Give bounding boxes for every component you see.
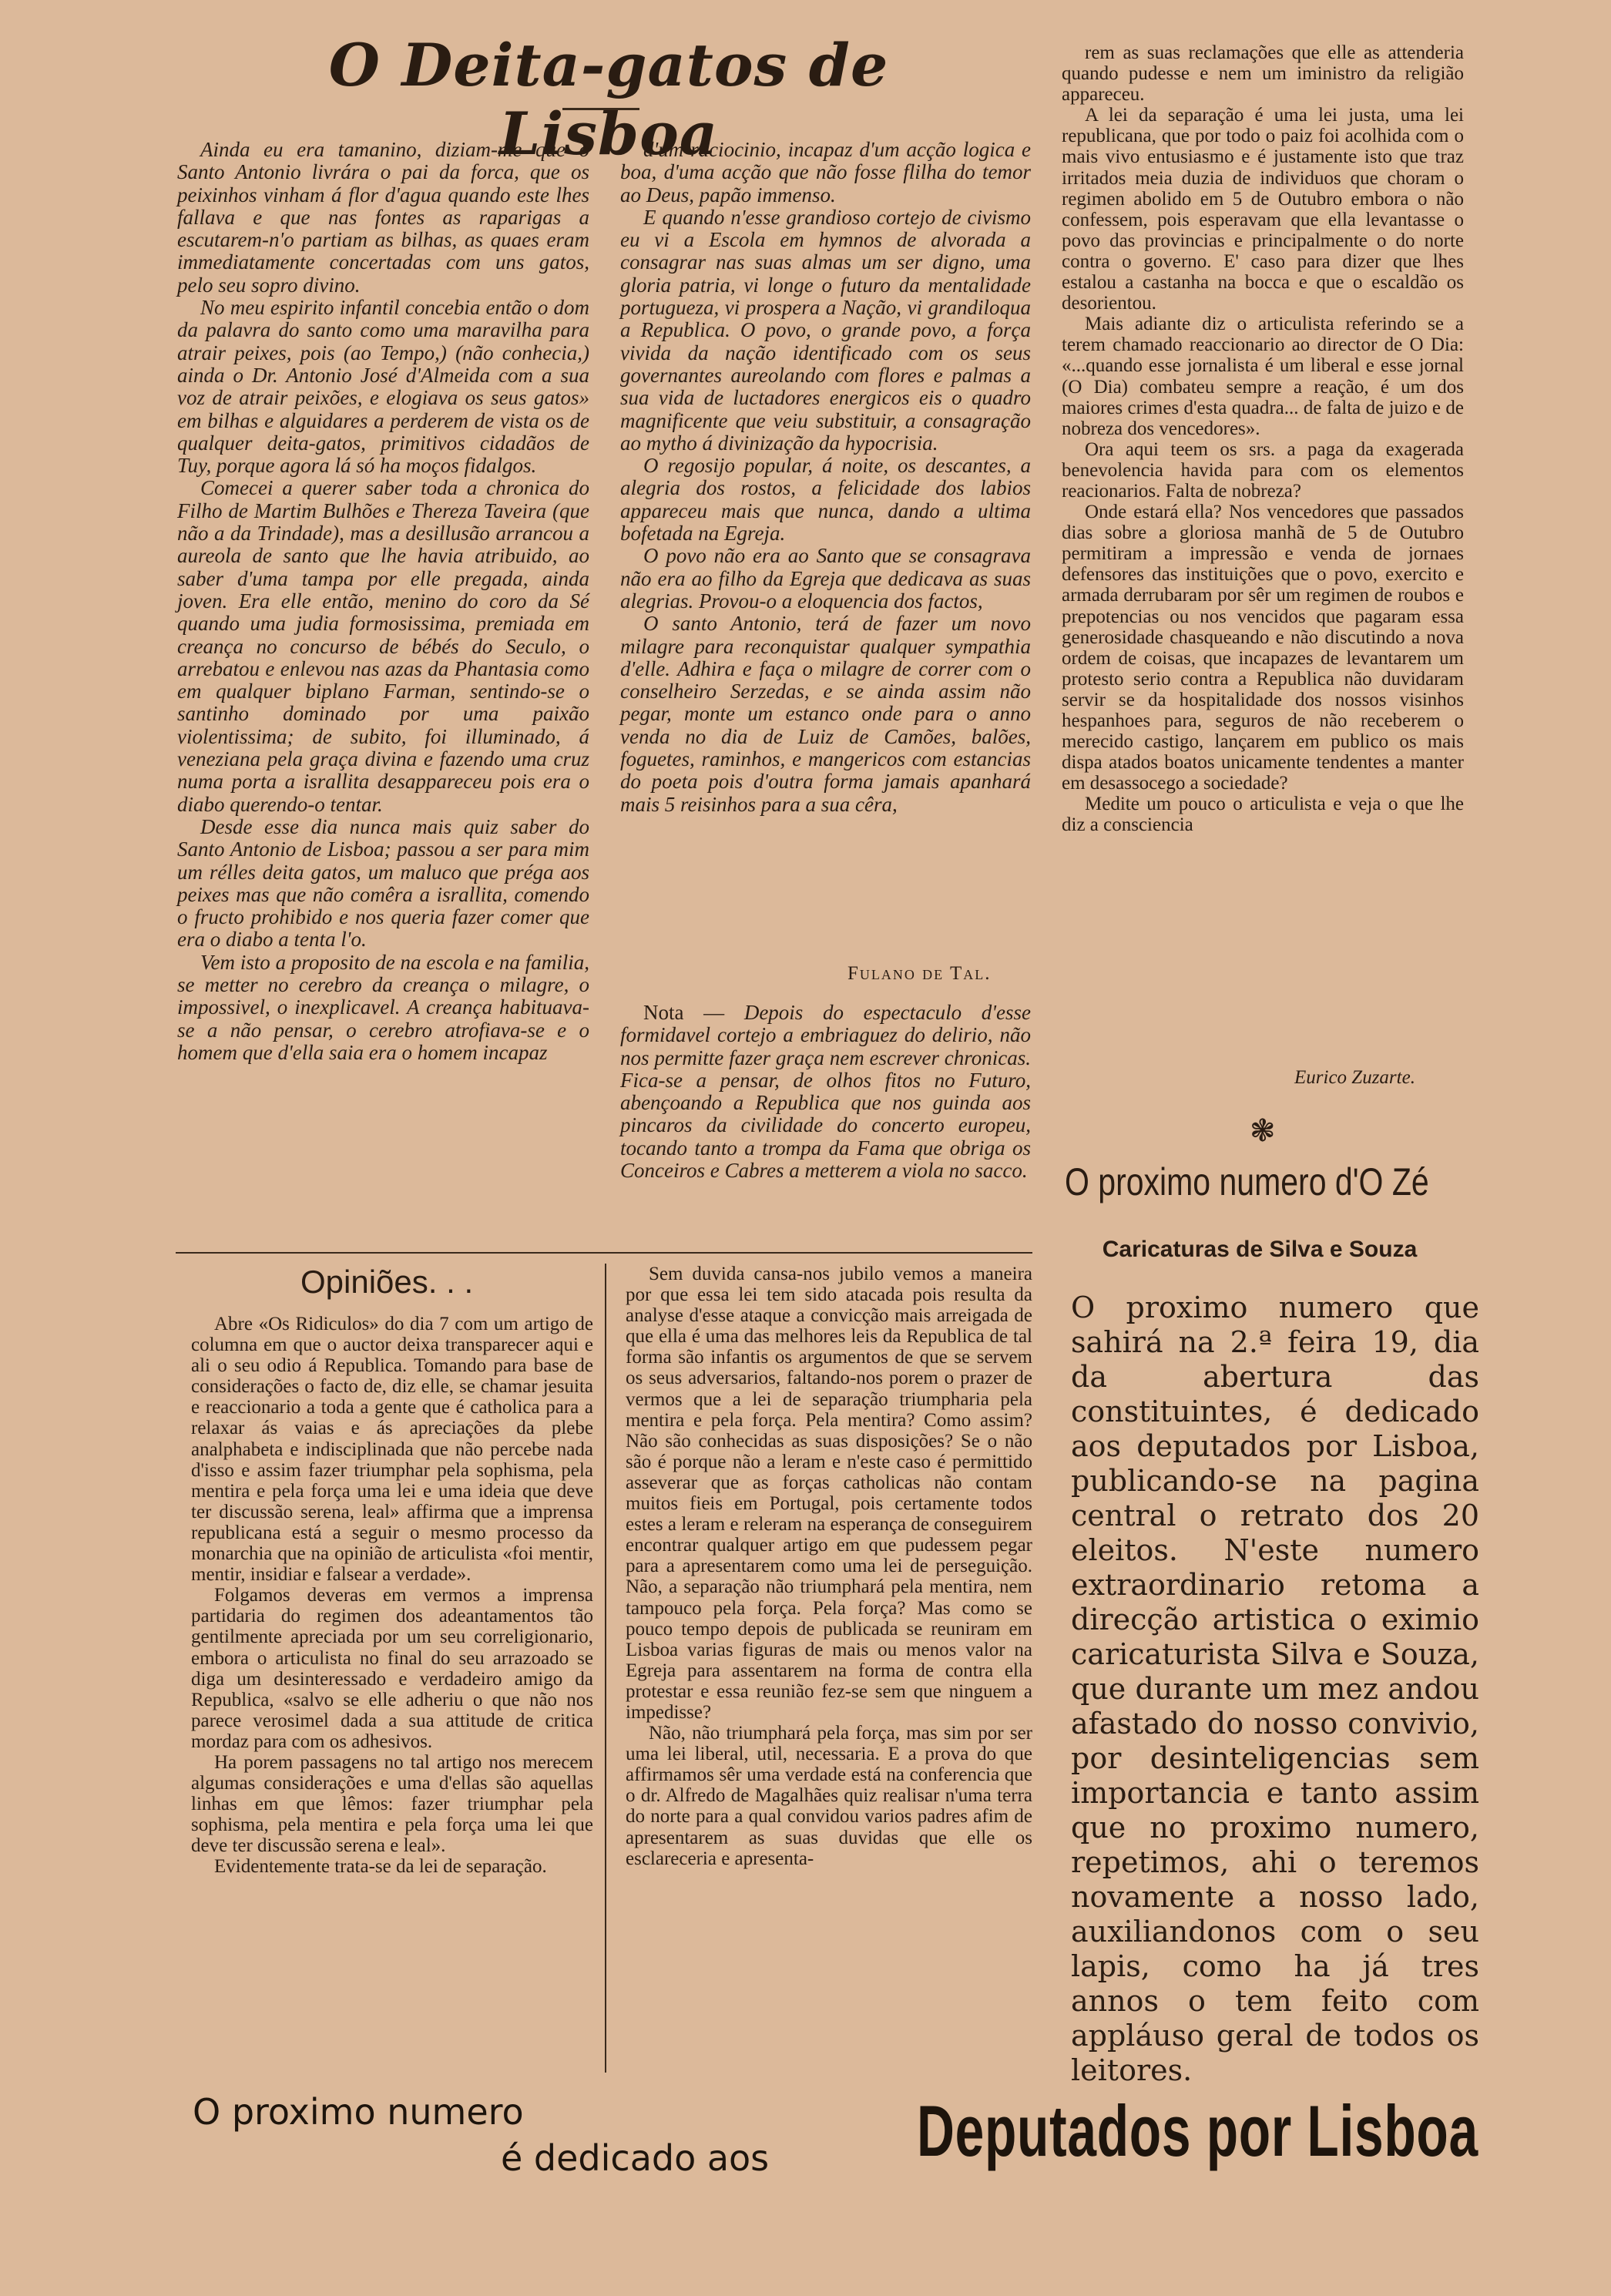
paragraph: d'um raciocinio, incapaz d'um acção logica e boa, d'uma acção que não fosse flilha do temor ao Deus, papão immenso. — [620, 138, 1031, 206]
article1-column-1 — [177, 139, 589, 1247]
article-title: O Deita-gatos de Lisboa — [328, 31, 889, 168]
footer-line-1: O proximo numero — [193, 2091, 524, 2133]
paragraph: E quando n'esse grandioso cortejo de civismo eu vi a Escola em hymnos de alvorada a consagrar nas suas almas um ser digno, uma gloria patria, vi longe o futuro da mentalidade portugueza, vi prospera a Nação, vi grandiloqua a Republica. O povo, o grande povo, a força vivida da nação identificado com os seus governantes aureolando com flores e palmas a sua vida de luctadores energicos eis o quadro magnificente que veiu substituir, a consagração ao mytho á divinização da hypocrisia. — [620, 205, 1031, 455]
article1-signature: Fulano de Tal. — [847, 963, 992, 984]
proximo-subtitle: Caricaturas de Silva e Souza — [1102, 1237, 1418, 1262]
paragraph: Onde estará ella? Nos vencedores que passados dias sobre a gloriosa manhã de 5 de Outubro permitiram a impressão e venda de jornaes defensores das instituições que o povo, exercito e armada derrubaram por sêr um regimen de roubos e prepotencias ou nos vencidos que pagaram essa generosidade chasqueando e não discutindo a nova ordem de coisas, que incapazes de levantarem um protesto serio contra a Republica não duvidaram servir se da hospitalidade dos nossos visinhos hespanhoes para, seguros de não receberem o merecido castigo, lançarem em publico os mais dispa atados boatos unicamente tendentes a manter em desassocego a sociedade? — [1062, 502, 1464, 794]
paragraph: Comecei a querer saber toda a chronica do Filho de Martim Bulhões e Thereza Taveira (que não a da Trindade), mas a desillusão arrancou a aureola de santo que lhe havia atribuido, ao saber d'uma tampa por elle pregada, ainda joven. Era elle então, menino do coro da Sé quando uma judia formosissima, premiada em creança no concurso de bébés do Seculo, o arrebatou e enlevou nas azas da Phantasia como em qualquer biplano Farman, sentindo-se o santinho dominado por uma paixão violentissima; de subito, foi illuminado, á veneziana pela graça divina e fazendo uma cruz numa porta a israllita desappareceu pois era o diabo querendo-o tentar. — [177, 476, 589, 816]
paragraph: O santo Antonio, terá de fazer um novo milagre para reconquistar qualquer sympathia d'elle. Adhira e faça o milagre de correr com o conselheiro Serzedas, e se ainda assim não pegar, monte um estanco onde para o anno venda no dia de Luiz de Camões, balões, foguetes, raminhos, e mangericos com estancias do poeta pois d'outra forma jamais apanhará mais 5 reisinhos para a sua cêra, — [620, 612, 1031, 816]
proximo-body: O proximo numero que sahirá na 2.ª feira 19, dia da abertura das constituintes, é dedicado aos deputados por Lisboa, publicando-se na pagina central o retrato dos 20 eleitos. N'este numero extraordinario retoma a direcção artistica o eximio caricaturista Silva e Souza, que durante um mez andou afastado do nosso convivio, por desinteligencias sem importancia e tanto assim que no proximo numero, repetimos, ahi o teremos novamente a nosso lado, auxiliandonos com o seu lapis, como ha já tres annos o tem feito com appláuso geral de todos os leitores. — [1071, 1291, 1479, 2087]
proximo-title: O proximo numero d'O Zé — [1065, 1160, 1429, 1203]
paragraph: rem as suas reclamações que elle as attenderia quando pudesse e nem um iministro da religião appareceu. — [1062, 42, 1464, 106]
divider-upper — [176, 1252, 1032, 1254]
paragraph: Evidentemente trata-se da lei de separação. — [214, 1856, 547, 1878]
opinioes-title: Opiniões. . . — [300, 1264, 474, 1300]
paragraph: Abre «Os Ridiculos» do dia 7 com um artigo de columna em que o auctor deixa transparecer aqui e ali o seu odio á Republica. Tomando para base de considerações o facto de, diz elle, se chamar jesuita e reaccionario a toda a gente que é catholica para a relaxar ás vaias e ás apreciações da plebe analphabeta e indisciplinada que não percebe nada d'isso e assim fazer triumphar pela sophisma, pela mentira e pela força uma lei e uma ideia que deve ter discussão serena, leal» affirma que a imprensa republicana está a seguir o mesmo processo da monarchia que na opinião de articulista «foi mentir, mentir, insidiar e falsear a verdade». — [191, 1314, 593, 1586]
opinioes-column-1 — [191, 1314, 593, 2073]
paragraph: Desde esse dia nunca mais quiz saber do Santo Antonio de Lisboa; passou a ser para mim um rélles deita gatos, um maluco que préga aos peixes mas que não comêra a israllita, comendo o fructo prohibido e nos queria fazer comer que era o diabo a tenta l'o. — [177, 814, 589, 952]
paragraph: Sem duvida cansa-nos jubilo vemos a maneira por que essa lei tem sido atacada pois resulta da analyse d'esse ataque a convicção mais arreigada de que ella é uma das melhores leis da Republica de tal forma são infantis os argumentos de que se servem os seus adversarios, faltando-nos porem o prazer de vermos que a lei de separação triumpharia pela mentira e pela força. Pela mentira? Como assim? Não são conhecidas as suas disposições? Se o não são é porque não a leram e n'este caso é permittido asseverar que as forças catholicas não contam muitos fieis em Portugal, pois certamente todos estes a leram e releram na esperança de conseguirem encontrar qualquer artigo em que pudessem pegar para a apresentarem como uma lei de perseguição. Não, a separação não triumphará pela mentira, nem tampouco pela força. Pela força? Mas como se pouco tempo depois de publicada se reuniram em Lisboa varias figuras de mais ou menos valor na Egreja para assentarem na forma de contra ella protestar e essa reunião fez-se sem que ninguem a impedisse? — [626, 1264, 1032, 1723]
title-dash — [562, 108, 639, 110]
paragraph: Vem isto a proposito de na escola e na familia, se metter no cerebro da creança o milagre, o impossivel, o inexplicavel. A creança habituava-se a não pensar, o cerebro atrofiava-se e o homem que d'ella saia era o homem incapaz — [177, 950, 589, 1064]
paragraph: Ha porem passagens no tal artigo nos merecem algumas considerações e uma d'ellas são aquellas linhas em que lêmos: fazer triumphar pela sophisma, pela mentira e pela força uma lei que deve ter discussão serena e leal». — [191, 1751, 593, 1857]
article1-nota — [620, 1002, 1031, 1247]
paragraph: A lei da separação é uma lei justa, uma lei republicana, que por todo o paiz foi acolhida com o mais vivo entusiasmo e é justamente isto que traz irritados meia duzia de individuos que choram o regimen abolido em 5 de Outubro embora o não confessem, pois esperavam que ella levantasse o povo das provincias e principalmente o do norte contra o governo. E' caso para dizer que lhes estalou a castanha na bocca e que o escaldão os desorientou. — [1062, 105, 1464, 314]
opinioes-column-2 — [626, 1264, 1032, 2073]
footer-line-2: é dedicado aos — [501, 2137, 770, 2179]
article1-column-2 — [620, 139, 1031, 978]
paragraph: O povo não era ao Santo que se consagrava não era ao filho da Egreja que dedicava as suas alegrias. Provou-o a eloquencia dos factos, — [620, 544, 1031, 613]
footer-headline: Deputados por Lisboa — [917, 2090, 1478, 2171]
paragraph: Mais adiante diz o articulista referindo se a terem chamado reaccionario ao director de O Dia: «...quando esse jornalista é um liberal e esse jornal (O Dia) combateu sempre a reação, é um dos maiores crimes d'esta quadra... de falta de juizo e de nobreza dos vencedores». — [1062, 314, 1464, 439]
right-article-signature: Eurico Zuzarte. — [1294, 1067, 1415, 1088]
right-article — [1062, 42, 1464, 1067]
divider-vertical — [605, 1264, 606, 2073]
paragraph: Medite um pouco o articulista e veja o que lhe diz a consciencia — [1062, 794, 1464, 836]
paragraph: Ainda eu era tamanino, diziam-me que o Santo Antonio livrára o pai da forca, que os peixinhos vinham á flor d'agua quando este lhes fallava e que nas fontes as raparigas a escutarem-n'o partiam as bilhas, as quaes eram immediatamente concertadas com uns gatos, pelo seu sopro divino. — [177, 138, 589, 297]
paragraph: Ora aqui teem os srs. a paga da exagerada benevolencia havida para com os elementos reacionarios. Falta de nobreza? — [1062, 438, 1464, 502]
paragraph: Não, não triumphará pela força, mas sim por ser uma lei liberal, util, necessaria. E a prova do que affirmamos sêr uma verdade está na conferencia que o dr. Alfredo de Magalhães quiz realisar n'uma terra do norte para a qual convidou varios padres afim de apresentarem as suas duvidas que elle os esclareceria e apresenta- — [626, 1723, 1032, 1869]
nota-label: Nota — — [643, 1001, 725, 1024]
nota-text: Depois do espectaculo d'esse formidavel cortejo a embriaguez do delirio, não nos permitte fazer graça nem escrever chronicas. Fica-se a pensar, de olhos fitos no Futuro, abençoando a Republica que nos guinda aos pincaros da civilidade do concerto europeu, tocando tanto a trompa da Fama que obriga os Conceiros e Cabres a metterem a viola no sacco. — [620, 1001, 1032, 1183]
paragraph: No meu espirito infantil concebia então o dom da palavra do santo como uma maravilha para atrair peixes, pois (ao Tempo,) (não conhecia,) ainda o Dr. Antonio José d'Almeida com a sua voz de atrair peixões, e elogiava os seus gatos» em bilhas e alguidares a perderem de vista os de qualquer deita-gatos, primitivos cidadãos de Tuy, porque agora lá só ha moços fidalgos. — [177, 296, 589, 478]
paragraph: Folgamos deveras em vermos a imprensa partidaria do regimen dos adeantamentos tão gentilmente apreciada por um seu correligionario, embora o articulista no final do seu arrazoado se diga um desinteressado e verdadeiro amigo da Republica, «salvo se elle adheriu o que não nos parece verosimel dada a sua attitude de critica mordaz para com os adhesivos. — [191, 1585, 593, 1752]
ornament-icon: ❃ — [1250, 1113, 1276, 1149]
paragraph: O regosijo popular, á noite, os descantes, a alegria dos rostos, a felicidade dos labios appareceu mais que nunca, dando a ultima bofetada na Egreja. — [620, 454, 1031, 545]
